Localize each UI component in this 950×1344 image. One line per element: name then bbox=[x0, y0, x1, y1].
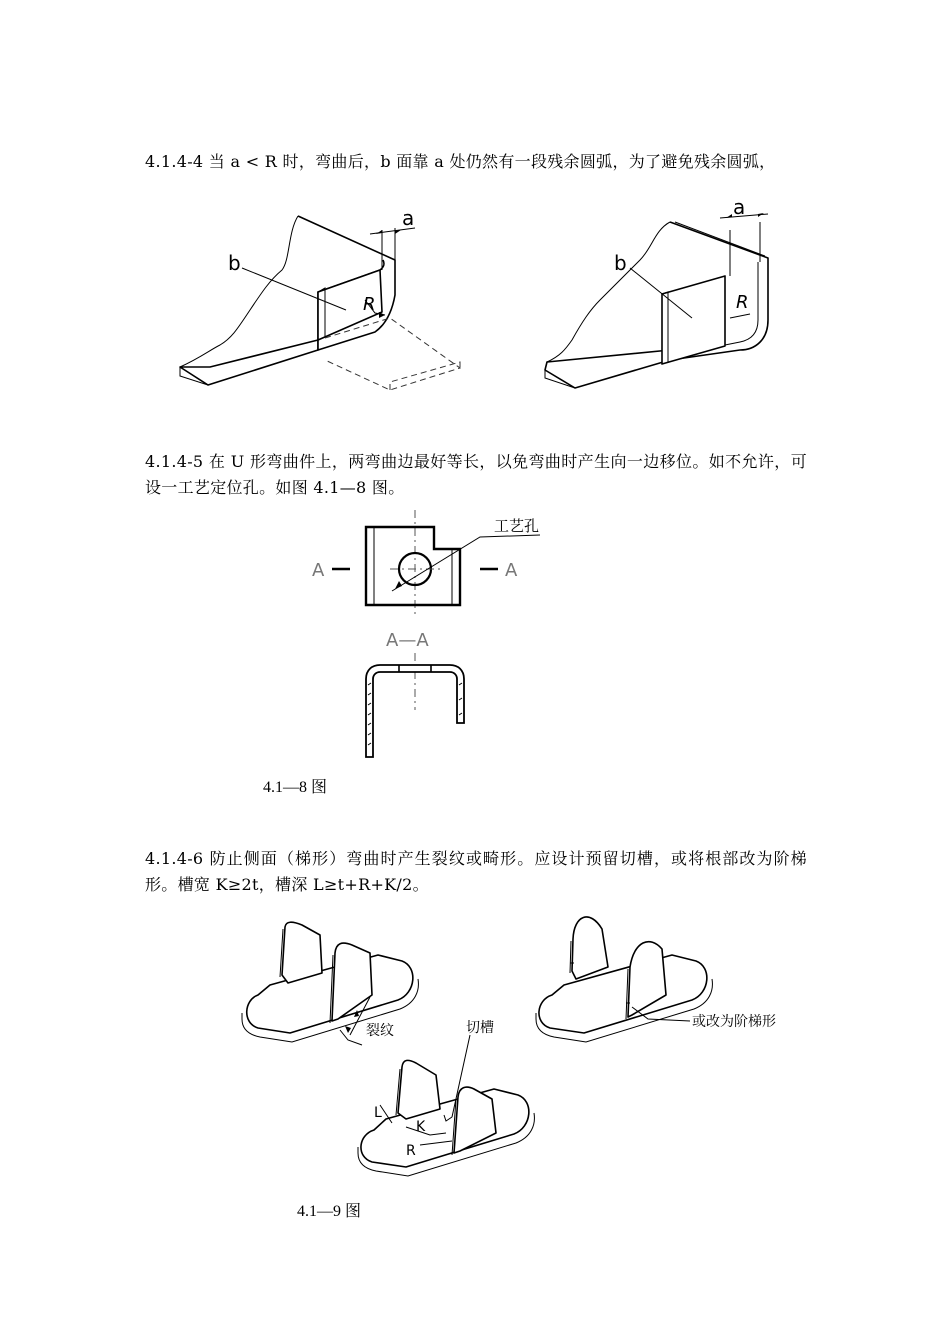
figure-caption-4-1-8: 4.1—8 图 bbox=[263, 779, 328, 796]
section-marker-right: A bbox=[505, 560, 518, 581]
label-b-right: b bbox=[614, 251, 627, 275]
relief-slot-drawing bbox=[358, 1035, 534, 1176]
label-relief-slot: 切槽 bbox=[466, 1020, 494, 1036]
label-R-left: R bbox=[363, 294, 376, 315]
figure-u-bend-locating-hole bbox=[300, 505, 560, 765]
figure-caption-4-1-9: 4.1—9 图 bbox=[297, 1203, 362, 1220]
section-title: A—A bbox=[386, 630, 429, 651]
label-a-right: a bbox=[733, 195, 746, 219]
label-stepped-root: 或改为阶梯形 bbox=[692, 1014, 776, 1030]
paragraph-4-1-4-6: 4.1.4-6 防止侧面（梯形）弯曲时产生裂纹或畸形。应设计预留切槽，或将根部改为阶梯形。槽宽 K≥2t，槽深 L≥t+R+K/2。 bbox=[145, 849, 807, 894]
label-L: L bbox=[374, 1105, 382, 1121]
stepped-root-drawing bbox=[536, 917, 712, 1042]
figure-bend-residual-arc bbox=[170, 195, 790, 400]
label-K: K bbox=[416, 1119, 426, 1135]
figure-trapezoid-bend bbox=[230, 905, 790, 1185]
left-bend-drawing bbox=[180, 216, 460, 390]
label-R-right: R bbox=[736, 292, 749, 313]
paragraph-4-1-4-5: 4.1.4-5 在 U 形弯曲件上，两弯曲边最好等长，以免弯曲时产生向一边移位。如不允许，可设一工艺定位孔。如图 4.1—8 图。 bbox=[145, 452, 807, 497]
section-marker-left: A bbox=[312, 560, 325, 581]
label-crack: 裂纹 bbox=[366, 1023, 394, 1039]
label-R: R bbox=[406, 1143, 416, 1159]
label-a-left: a bbox=[402, 206, 415, 230]
paragraph-4-1-4-4: 4.1.4-4 当 a < R 时，弯曲后，b 面靠 a 处仍然有一段残余圆弧，为了避免残余圆弧， bbox=[145, 152, 776, 171]
label-process-hole: 工艺孔 bbox=[494, 517, 540, 535]
right-bend-drawing bbox=[545, 213, 768, 388]
label-b-left: b bbox=[228, 251, 241, 275]
